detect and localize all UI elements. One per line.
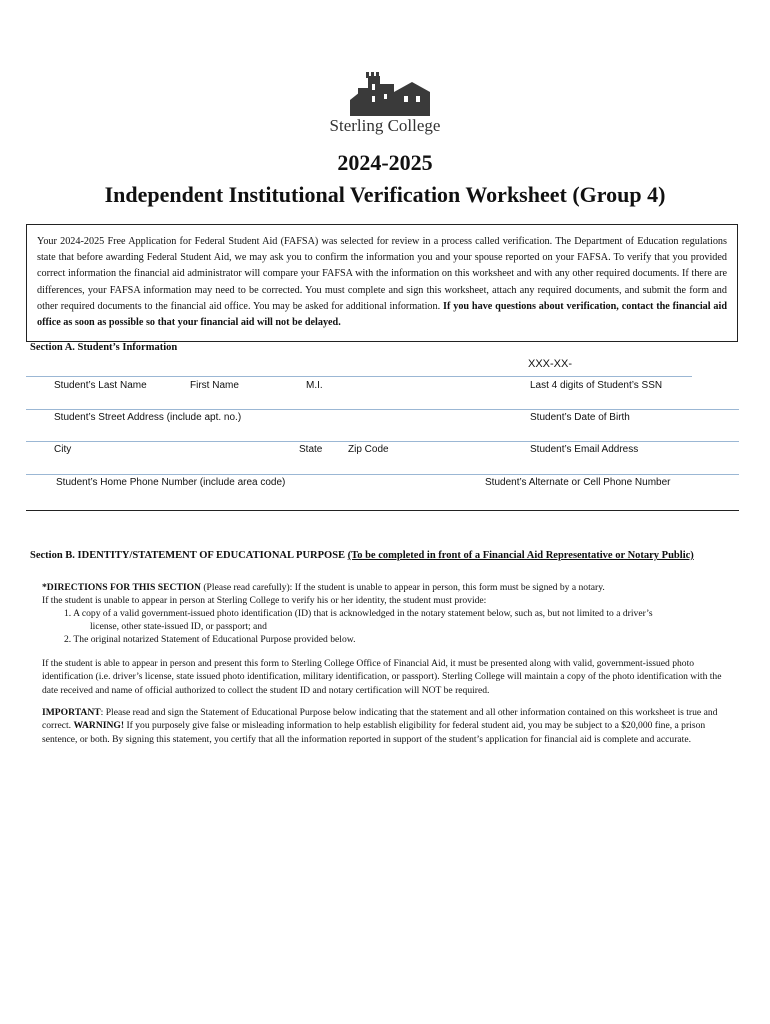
section-a-title: Section A. Student’s Information	[30, 342, 178, 353]
logo-text: Sterling College	[329, 116, 441, 135]
zip-label: Zip Code	[348, 444, 389, 455]
alt-phone-label: Student’s Alternate or Cell Phone Number	[485, 477, 671, 488]
directions-text: (Please read carefully): If the student is unable to appear in person, this form must be signed by a notary.	[200, 582, 605, 593]
section-divider	[26, 510, 739, 511]
requirement-item-1	[64, 607, 734, 620]
important-text: : Please read and sign the Statement of Educational Purpose below indicating that the statement and all other information contained on this worksheet is true and correct.	[42, 707, 718, 732]
warning-bold: WARNING!	[73, 720, 125, 732]
address-row-line[interactable]	[26, 409, 739, 410]
city-row-line[interactable]	[26, 441, 739, 442]
in-person-text: If the student is able to appear in person and present this form to Sterling College Office of Financial Aid, it must be presented along with valid, government-issued photo identification (i.e. driver’s license, state issued photo identification, military identification, or passport). Sterling College will maintain a copy of the photo identification with the date received and name of official authorized to collect the student ID and notary certification will NOT be required.	[42, 658, 722, 696]
ssn-prefix: XXX-XX-	[528, 358, 573, 370]
home-phone-label: Student’s Home Phone Number (include area code)	[56, 477, 286, 488]
state-label: State	[299, 444, 323, 455]
item2-text: 2. The original notarized Statement of Educational Purpose provided below.	[64, 634, 356, 645]
section-b-title-prefix: Section B. IDENTITY/STATEMENT OF EDUCATIONAL PURPOSE	[30, 550, 346, 561]
street-address-label: Student’s Street Address (include apt. no.)	[54, 412, 242, 423]
directions-para	[42, 581, 732, 608]
directions-line2: If the student is unable to appear in person at Sterling College to verify his or her identity, the student must provide:	[42, 595, 487, 607]
mi-label: M.I.	[306, 380, 323, 391]
intro-box	[26, 224, 738, 342]
important-para	[42, 706, 735, 746]
city-label: City	[54, 444, 72, 455]
requirement-item-1-cont	[90, 620, 730, 633]
college-logo	[320, 70, 450, 146]
first-name-label: First Name	[190, 380, 239, 391]
last-name-label: Student’s Last Name	[54, 380, 147, 391]
email-label: Student’s Email Address	[530, 444, 639, 455]
title-year: 2024-2025	[337, 150, 433, 175]
important-bold: IMPORTANT	[42, 707, 101, 718]
intro-bold-text: If you have questions about verification, contact the financial aid office as soon as possible so that your financial aid will not be delayed.	[37, 300, 728, 329]
directions-bold: *DIRECTIONS FOR THIS SECTION	[42, 582, 201, 593]
requirement-item-2	[64, 633, 734, 646]
phone-row-line[interactable]	[26, 474, 739, 475]
section-b-title-underlined: (To be completed in front of a Financial Aid Representative or Notary Public)	[347, 550, 694, 561]
college-building-icon	[320, 70, 450, 120]
dob-label: Student’s Date of Birth	[530, 412, 630, 423]
in-person-para	[42, 657, 735, 697]
item1-text: 1. A copy of a valid government-issued photo identification (ID) that is acknowledged in the notary statement below, such as, but not limited to a driver’s	[64, 608, 653, 619]
intro-text: Your 2024-2025 Free Application for Federal Student Aid (FAFSA) was selected for review in a process called verification. The Department of Education regulations state that before awarding Federal Student Aid, we may ask you to confirm the information you and your spouse reported on your FAFSA. To verify that you provided correct information the financial aid administrator will compare your FAFSA with the information on this worksheet and with any other required documents. If there are differences, your FAFSA information may need to be corrected. You must complete and sign this worksheet, attach any required documents, and submit the form and other required documents to the financial aid office. You may be asked for additional information.	[37, 236, 727, 312]
section-b-title	[30, 548, 710, 564]
item1-cont-text: license, other state-issued ID, or passport; and	[90, 621, 267, 632]
page-title: Independent Institutional Verification Worksheet (Group 4)	[104, 182, 666, 207]
ssn-label: Last 4 digits of Student’s SSN	[530, 380, 663, 391]
name-row-line[interactable]	[26, 376, 692, 377]
warning-text: If you purposely give false or misleading information to help establish eligibility for federal student aid, you may be subject to a $20,000 fine, a prison sentence, or both. By signing this statement, you certify that all the information reported in support of the student’s application for financial aid is complete and accurate.	[42, 720, 706, 745]
